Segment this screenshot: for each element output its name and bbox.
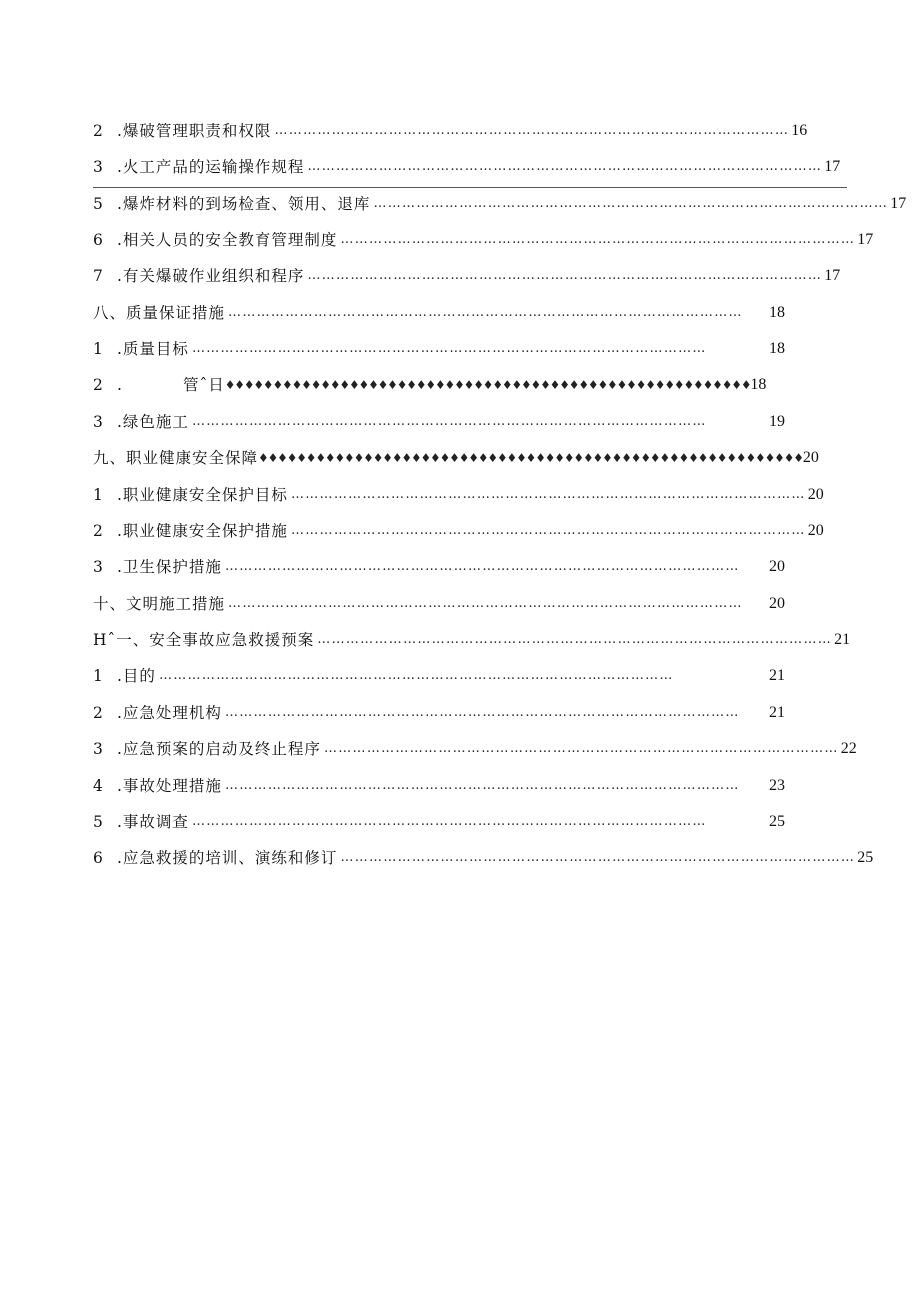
- toc-entry[interactable]: [93, 408, 785, 432]
- dot-leader: ………………………………………………………………………………………………: [228, 596, 743, 611]
- dot-leader: ………………………………………………………………………………………………: [307, 268, 823, 283]
- entry-page: 20: [802, 449, 819, 466]
- entry-page: 20: [807, 522, 824, 539]
- entry-page: 16: [791, 122, 808, 139]
- entry-page: 18: [769, 304, 785, 321]
- entry-number: 6: [93, 231, 103, 249]
- entry-title: .目的: [117, 667, 156, 685]
- toc-entry[interactable]: [93, 808, 785, 832]
- toc-entry[interactable]: [93, 844, 874, 868]
- dot-leader: ………………………………………………………………………………………………: [340, 850, 856, 865]
- entry-title: .相关人员的安全教育管理制度: [117, 231, 338, 249]
- dot-leader: ………………………………………………………………………………………………: [224, 559, 740, 574]
- entry-number: 5: [93, 813, 103, 831]
- dot-leader: ………………………………………………………………………………………………: [191, 814, 707, 829]
- dot-leader: ………………………………………………………………………………………………: [323, 741, 839, 756]
- dot-leader: ………………………………………………………………………………………………: [290, 523, 806, 538]
- entry-title: .应急预案的启动及终止程序: [117, 740, 321, 758]
- entry-page: 17: [824, 158, 841, 175]
- entry-page: 17: [857, 231, 874, 248]
- horizontal-rule: [93, 187, 847, 188]
- entry-number: 2: [93, 522, 103, 540]
- dot-leader: ………………………………………………………………………………………………: [228, 305, 743, 320]
- toc-entry[interactable]: [93, 481, 824, 505]
- entry-title: .质量目标: [117, 340, 189, 358]
- entry-title: .职业健康安全保护目标: [117, 486, 288, 504]
- toc-entry[interactable]: [93, 371, 785, 395]
- entry-page: 18: [769, 340, 785, 357]
- toc-entry[interactable]: [93, 517, 824, 541]
- entry-title: .绿色施工: [117, 413, 189, 431]
- entry-page: 17: [890, 195, 907, 212]
- entry-page: 25: [857, 849, 874, 866]
- entry-title: .卫生保护措施: [117, 558, 222, 576]
- diamond-leader: ♦♦♦♦♦♦♦♦♦♦♦♦♦♦♦♦♦♦♦♦♦♦♦♦♦♦♦♦♦♦♦♦♦♦♦♦♦♦♦♦♦♦♦♦♦♦♦♦♦♦♦♦♦♦♦♦♦: [258, 451, 803, 465]
- entry-number: 1: [93, 340, 103, 358]
- toc-entry[interactable]: [93, 262, 841, 286]
- entry-number: 3: [93, 413, 103, 431]
- entry-number: 3: [93, 740, 103, 758]
- entry-title: .职业健康安全保护措施: [117, 522, 288, 540]
- dot-leader: ………………………………………………………………………………………………: [373, 196, 889, 211]
- entry-title: 九、职业健康安全保障: [93, 449, 259, 467]
- entry-number: 3: [93, 158, 103, 176]
- entry-page: 23: [769, 777, 785, 794]
- entry-page: 20: [807, 486, 824, 503]
- dot-leader: ………………………………………………………………………………………………: [191, 341, 707, 356]
- toc-entry[interactable]: [93, 335, 785, 359]
- entry-title: 十、文明施工措施: [93, 595, 226, 613]
- entry-number: 2: [93, 704, 103, 722]
- dot-leader: ………………………………………………………………………………………………: [224, 705, 740, 720]
- dot-leader: ………………………………………………………………………………………………: [307, 159, 823, 174]
- entry-page: 21: [834, 631, 851, 648]
- entry-number: 2: [93, 376, 103, 394]
- entry-title: .: [117, 376, 123, 394]
- toc-entry[interactable]: [93, 226, 874, 250]
- entry-page: 21: [769, 704, 785, 721]
- entry-title: .应急处理机构: [117, 704, 222, 722]
- diamond-leader: ♦♦♦♦♦♦♦♦♦♦♦♦♦♦♦♦♦♦♦♦♦♦♦♦♦♦♦♦♦♦♦♦♦♦♦♦♦♦♦♦♦♦♦♦♦♦♦♦♦♦♦♦♦♦♦: [224, 378, 751, 392]
- dot-leader: ………………………………………………………………………………………………: [290, 487, 806, 502]
- entry-page: 18: [750, 376, 767, 393]
- entry-title: .事故处理措施: [117, 777, 222, 795]
- entry-title: .爆破管理职责和权限: [117, 122, 272, 140]
- entry-page: 20: [769, 595, 785, 612]
- entry-number: 4: [93, 777, 103, 795]
- toc-entry[interactable]: [93, 190, 907, 214]
- entry-title: .火工产品的运输操作规程: [117, 158, 305, 176]
- toc-entry[interactable]: [93, 662, 785, 686]
- toc-entry[interactable]: [93, 626, 851, 650]
- dot-leader: ………………………………………………………………………………………………: [158, 668, 674, 683]
- entry-number: 2: [93, 122, 103, 140]
- toc-entry[interactable]: [93, 117, 808, 141]
- toc-entry[interactable]: [93, 699, 785, 723]
- entry-title: 八、质量保证措施: [93, 304, 226, 322]
- entry-title: .应急救援的培训、演练和修订: [117, 849, 338, 867]
- toc-entry[interactable]: [93, 553, 785, 577]
- entry-page: 19: [769, 413, 785, 430]
- entry-title-garbled: 管ˆ日: [182, 376, 225, 394]
- entry-number: 5: [93, 195, 103, 213]
- toc-entry[interactable]: [93, 153, 841, 177]
- entry-page: 21: [769, 667, 785, 684]
- entry-title: .爆炸材料的到场检查、领用、退库: [117, 195, 371, 213]
- entry-number: 6: [93, 849, 103, 867]
- toc-entry[interactable]: [93, 735, 857, 759]
- entry-page: 25: [769, 813, 785, 830]
- dot-leader: ………………………………………………………………………………………………: [317, 632, 833, 647]
- toc-entry[interactable]: [93, 772, 785, 796]
- entry-number: 1: [93, 486, 103, 504]
- entry-page: 20: [769, 558, 785, 575]
- dot-leader: ………………………………………………………………………………………………: [340, 232, 856, 247]
- entry-page: 22: [840, 740, 857, 757]
- entry-title: .事故调查: [117, 813, 189, 831]
- entry-number: 1: [93, 667, 103, 685]
- dot-leader: ………………………………………………………………………………………………: [274, 123, 790, 138]
- entry-number: 7: [93, 267, 103, 285]
- dot-leader: ………………………………………………………………………………………………: [224, 778, 740, 793]
- entry-title: .有关爆破作业组织和程序: [117, 267, 305, 285]
- entry-title: Hˆ一、安全事故应急救援预案: [93, 631, 315, 649]
- toc-entry[interactable]: [93, 444, 819, 468]
- toc-entry[interactable]: [93, 299, 785, 323]
- dot-leader: ………………………………………………………………………………………………: [191, 414, 707, 429]
- entry-page: 17: [824, 267, 841, 284]
- entry-number: 3: [93, 558, 103, 576]
- toc-entry[interactable]: [93, 590, 785, 614]
